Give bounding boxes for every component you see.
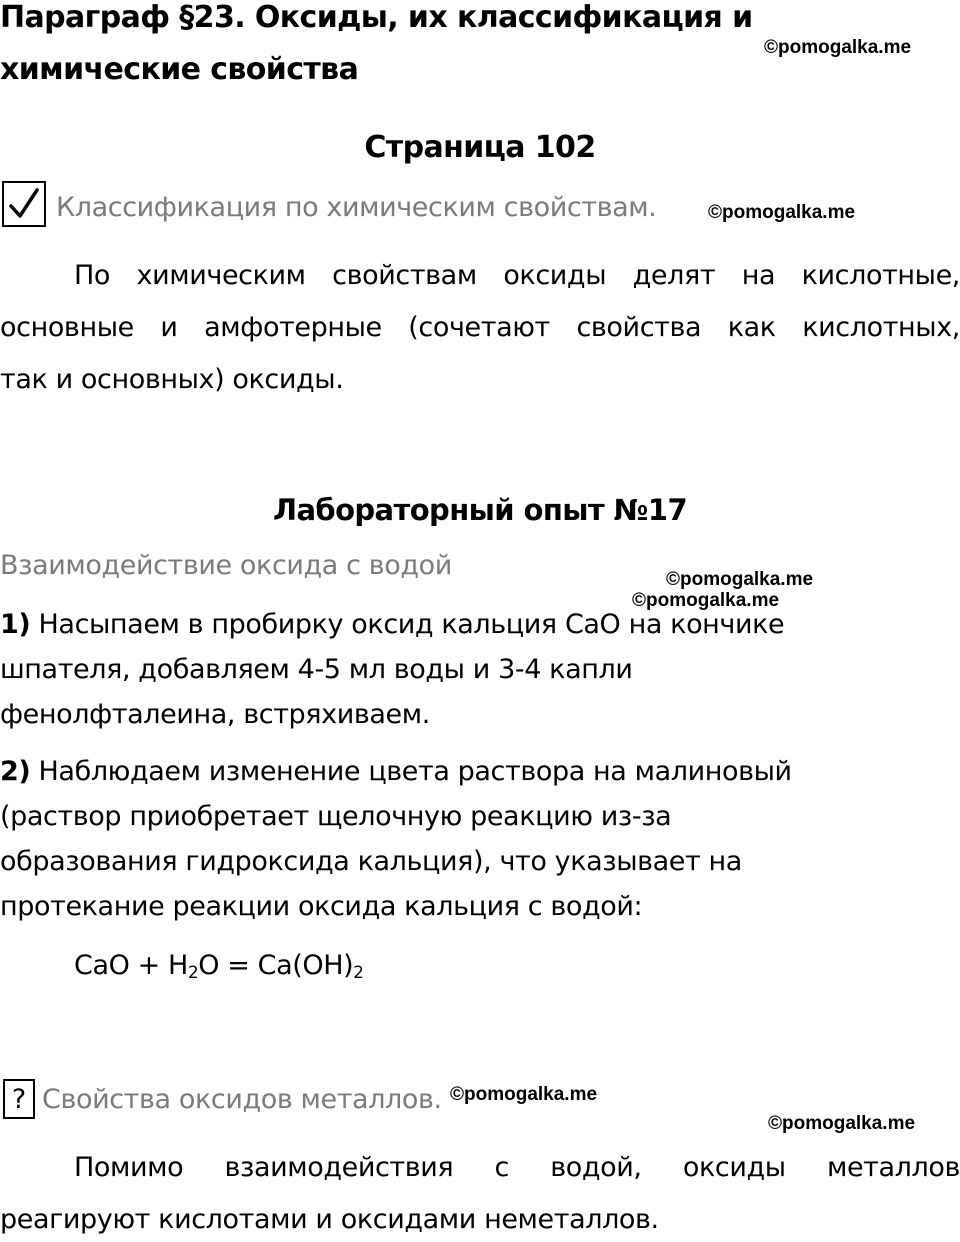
watermark: ©pomogalka.me [768,1113,916,1134]
lab-step-2-line: образования гидроксида кальция), что указывает на [0,846,742,877]
section-heading-metal-oxides: Свойства оксидов металлов. [42,1084,442,1115]
watermark: ©pomogalka.me [764,37,912,58]
watermark: ©pomogalka.me [708,202,856,223]
checkmark-icon-glyph [7,187,41,221]
section-heading-classification: Классификация по химическим свойствам. [56,192,657,223]
lab-step-1-text: Насыпаем в пробирку оксид кальция CaO на кончике [38,609,785,640]
lab-step-2-line: протекание реакции оксида кальция с водой: [0,891,643,922]
lab-step-1-line [0,609,784,640]
watermark: ©pomogalka.me [450,1084,598,1105]
lab-subtitle: Взаимодействие оксида с водой [0,550,452,581]
question-mark-icon: ? [3,1079,35,1119]
lab-step-2-number: 2) [0,756,31,787]
lab-step-1-number: 1) [0,609,31,640]
lab-step-2-line [0,756,792,787]
watermark: ©pomogalka.me [632,590,780,611]
lab-step-1-line: фенолфталеина, встряхиваем. [0,699,430,730]
equation-subscript: 2 [353,962,364,983]
equation-part: CaO + H [74,950,188,981]
paragraph-line: реагируют кислотами и оксидами неметаллов. [0,1204,659,1235]
equation-part: O = Ca(OH) [198,950,354,981]
lab-title: Лабораторный опыт №17 [272,493,688,527]
checkmark-icon [2,181,46,227]
page-title-line-2: химические свойства [0,52,359,87]
watermark: ©pomogalka.me [666,569,814,590]
paragraph-line: так и основных) оксиды. [0,364,344,395]
paragraph-line: основные и амфотерные (сочетают свойства как кислотных, [0,312,960,343]
equation-subscript: 2 [187,962,199,983]
page-title-line-1: Параграф §23. Оксиды, их классификация и [0,0,753,35]
lab-step-1-line: шпателя, добавляем 4-5 мл воды и 3-4 капли [0,654,633,685]
paragraph-line: Помимо взаимодействия с водой, оксиды металлов [74,1152,960,1183]
lab-step-2-line: (раствор приобретает щелочную реакцию из-за [0,801,672,832]
page-number-heading: Страница 102 [364,130,596,165]
chemical-equation [74,950,364,981]
paragraph-line: По химическим свойствам оксиды делят на кислотные, [74,260,960,291]
lab-step-2-text: Наблюдаем изменение цвета раствора на малиновый [38,756,792,787]
